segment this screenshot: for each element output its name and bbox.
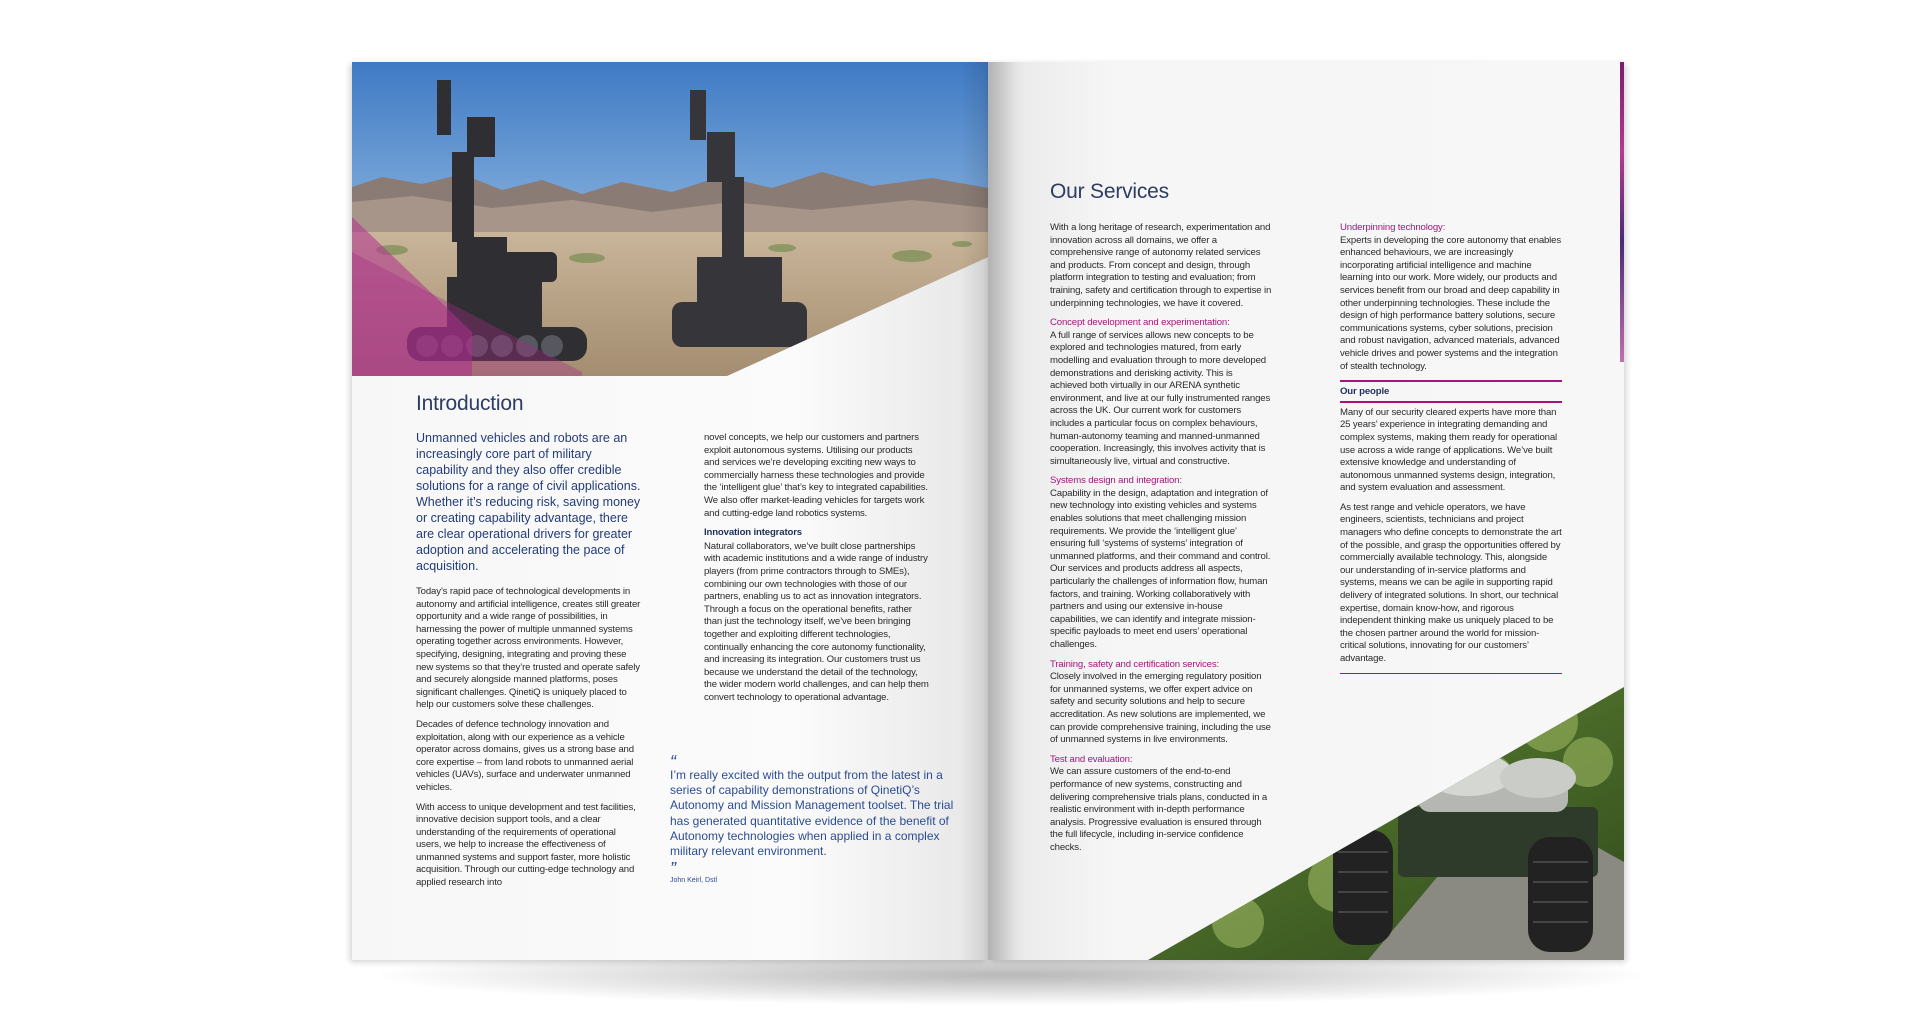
paragraph: Today’s rapid pace of technological developments in autonomy and artificial intelligence, creates still greater opportunity and a wide range of possibilities, in harnessing the power of multiple unmanned systems operating together across environments. However, specifying, designing, integrating and proving these new systems so that they’re trusted and operate safely and securely alongside manned platforms, poses significant challenges. QinetiQ is uniquely placed to help our customers solve these challenges. <box>416 586 641 711</box>
our-people-heading: Our people <box>1340 385 1390 397</box>
paragraph: With a long heritage of research, experimentation and innovation across all domains, we offer a comprehensive range of autonomy related services and products. From concept and design, through platform integration to testing and evaluation; from training, safety and certification through to expertise in underpinning technologies, we have it covered. <box>1050 222 1272 309</box>
tracked-robot-forest-photo <box>988 62 1624 960</box>
our-services-title: Our Services <box>1050 180 1169 203</box>
introduction-column-2 <box>704 432 930 711</box>
paragraph: Many of our security cleared experts have more than 25 years’ experience in integrating demanding and complex systems, making them ready for operational use across a wide range of applications. We’ve built extensive knowledge and understanding of autonomous unmanned systems design, integration, and system evaluation and assessment. <box>1340 406 1557 494</box>
paragraph: Closely involved in the emerging regulatory position for unmanned systems, we offer expert advice on safety and security solutions and help to secure accreditation. As new solutions are implemented, we can provide comprehensive training, including the use of unmanned systems in live environments. <box>1050 671 1271 746</box>
introduction-column-1 <box>416 586 642 897</box>
training-safety-heading: Training, safety and certification services: <box>1050 658 1220 670</box>
right-page <box>988 62 1624 960</box>
underpinning-technology-heading: Underpinning technology: <box>1340 222 1446 233</box>
introduction-lead: Unmanned vehicles and robots are an increasingly core part of military capability and they also offer credible solutions for a range of civil applications. Whether it’s reducing risk, saving money or creating capability advantage, there are clear operational drivers for greater adoption and accelerating the pace of acquisition. <box>416 431 641 573</box>
paragraph: Experts in developing the core autonomy that enables enhanced behaviours, we are increasingly incorporating artificial intelligence and machine learning into our work. More widely, our products and services benefit from our broad and deep capability in other underpinning technologies. These include the design of high performance battery solutions, secure communications systems, cyber solutions, precision and robust navigation, advanced materials, advanced vehicle drives and power systems and the integration of stealth technology. <box>1340 234 1561 372</box>
paragraph: We can assure customers of the end-to-end performance of new systems, constructing and delivering comprehensive trials plans, conducted in a realistic environment with in-depth performance analysis. Progressive evaluation is ensured through the full lifecycle, including in-service confidence checks. <box>1050 766 1268 853</box>
introduction-title: Introduction <box>416 392 524 415</box>
left-page <box>352 62 988 960</box>
quote-open-mark: “ <box>670 752 676 772</box>
innovation-integrators-heading: Innovation integrators <box>704 527 802 539</box>
paragraph: As test range and vehicle operators, we have engineers, scientists, technicians and project managers who define concepts to demonstrate the art of the possible, and grasp the opportunities offered by commercially available technology. This, alongside our understanding of in-service platforms and systems, means we can be agile in supporting rapid delivery of integrated solutions. In short, our technical expertise, domain know-how, and rigorous independent thinking make us uniquely placed to be the chosen partner around the world for mission-critical solutions, innovating for our customers’ advantage. <box>1340 501 1562 664</box>
test-evaluation-heading: Test and evaluation: <box>1050 753 1133 765</box>
paragraph: Capability in the design, adaptation and integration of new technology into existing vehicles and systems enables solutions that meet challenging mission requirements. We provide the ‘intelligent glue’ ensuring full ‘systems of systems’ integration of unmanned platforms, and their command and control. Our services and products address all aspects, particularly the challenges of information flow, human factors, and training. Working collaboratively with partners and using our extensive in-house capabilities, we can identify and integrate mission-specific payloads to meet end users’ operational challenges. <box>1050 487 1271 650</box>
quote-close-mark: ” <box>670 859 676 880</box>
spine-fold <box>960 62 1016 960</box>
paragraph: With access to unique development and test facilities, innovative decision support tools, and a clear understanding of the requirements of operational users, we help to increase the effectiveness of unmanned systems and support faster, more holistic acquisition. Through our cutting-edge technology and applied research into <box>416 801 636 889</box>
paragraph: A full range of services allows new concepts to be explored and technologies matured, from early modelling and evaluation through to more developed demonstrations and derisking activity. This is achieved both virtually in our ARENA synthetic environment, and live at our fully instrumented ranges across the UK. Our current work for customers includes a particular focus on complex behaviours, human-autonomy teaming and manned-unmanned cooperation. Increasingly, this involves activity that is simultaneously live, virtual and constructive. <box>1050 329 1271 467</box>
quote-attribution: John Keirl, Dstl <box>670 877 718 885</box>
paragraph: novel concepts, we help our customers and partners exploit autonomous systems. Utilising our products and services we’re developing exciting new ways to commercially harness these technologies and provide the ‘intelligent glue’ that’s key to integrated capabilities. We also offer market-leading vehicles for targets work and cutting-edge land robotics systems. <box>704 432 928 519</box>
two-robots-desert-photo <box>352 62 988 376</box>
concept-development-heading: Concept development and experimentation: <box>1050 317 1230 329</box>
paragraph: Decades of defence technology innovation and exploitation, along with our experience as a vehicle operator across domains, gives us a strong base and core expertise – from land robots to unmanned aerial vehicles (UAVs), surface and underwater unmanned vehicles. <box>416 718 634 793</box>
paragraph: Natural collaborators, we’ve built close partnerships with academic institutions and a wide range of industry players (from prime contractors through to SMEs), combining our own technologies with those of our partners, enabling us to act as innovation integrators. Through a focus on the operational benefits, rather than just the technology itself, we’ve been bringing together and exploiting different technologies, continually enhancing the core autonomy functionality, and increasing its integration. Our customers trust us because we understand the detail of the technology, the wider modern world challenges, and can help them convert technology to operational advantage. <box>704 540 929 703</box>
systems-design-heading: Systems design and integration: <box>1050 475 1182 487</box>
pull-quote <box>670 752 955 885</box>
quote-text: I’m really excited with the output from the latest in a series of capability demonstrations of QinetiQ’s Autonomy and Mission Management toolset. The trial has generated quantitative evidence of the benefit of Autonomy technologies when applied in a complex military relevant environment. <box>670 768 954 859</box>
